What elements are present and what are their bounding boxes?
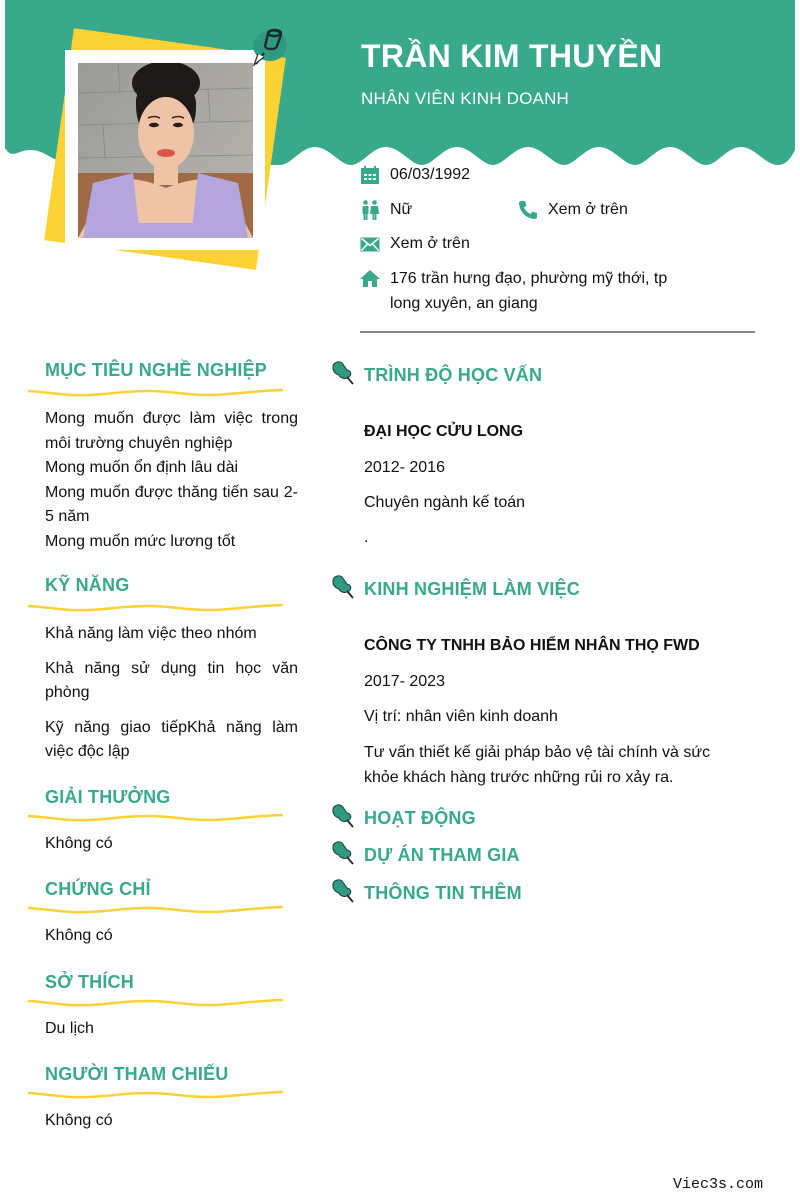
hobbies-value: Du lịch <box>45 1020 94 1037</box>
wavy-underline <box>28 383 283 397</box>
contact-gender <box>360 200 412 222</box>
gender-icon <box>360 200 380 220</box>
experience-position: Vị trí: nhân viên kinh doanh <box>364 708 558 725</box>
section-title: KỸ NĂNG <box>45 575 130 595</box>
education-major: Chuyên ngành kế toán <box>364 494 526 511</box>
address-line-1: 176 trần hưng đạo, phường mỹ thới, tp <box>390 270 668 287</box>
contact-divider <box>360 331 755 333</box>
skill-item: Kỹ năng giao tiếpKhả năng làm việc độc lập <box>45 718 298 760</box>
section-certificates <box>28 879 300 949</box>
section-body <box>45 1109 298 1134</box>
objective-line: Mong muốn được làm việc trong môi trường chuyên nghiệp <box>45 410 298 452</box>
contact-birthdate <box>360 165 470 187</box>
section-references <box>28 1064 300 1134</box>
contact-email <box>360 234 470 256</box>
skill-item: Khả năng làm việc theo nhóm <box>45 625 257 642</box>
job-title: NHÂN VIÊN KINH DOANH <box>361 89 570 108</box>
section-title: DỰ ÁN THAM GIA <box>364 845 520 865</box>
section-career-objective <box>28 360 300 554</box>
email-value: Xem ở trên <box>390 235 470 252</box>
pushpin-icon <box>330 840 356 866</box>
section-additional-info <box>330 883 760 904</box>
pushpin-icon <box>330 803 356 829</box>
contact-address <box>360 269 667 316</box>
skill-item: Khả năng sử dụng tin học văn phòng <box>45 659 298 701</box>
photo-frame <box>65 50 265 250</box>
company-name: CÔNG TY TNHH BẢO HIỂM NHÂN THỌ FWD <box>364 637 700 654</box>
watermark: Viec3s.com <box>673 1176 764 1193</box>
awards-value: Không có <box>45 835 113 852</box>
section-education <box>330 365 760 548</box>
profile-photo <box>78 63 253 238</box>
phone-value: Xem ở trên <box>548 201 628 218</box>
section-body <box>45 924 298 949</box>
section-projects <box>330 845 760 866</box>
section-title: KINH NGHIỆM LÀM VIỆC <box>364 579 581 599</box>
candidate-name: TRẦN KIM THUYỀN <box>361 38 663 74</box>
section-header <box>330 883 760 904</box>
education-period: 2012- 2016 <box>364 459 445 476</box>
section-body <box>45 622 298 765</box>
objective-line: Mong muốn ổn định lâu dài <box>45 459 239 476</box>
birthdate-value: 06/03/1992 <box>390 166 471 183</box>
section-header <box>330 808 760 829</box>
education-details <box>364 422 760 548</box>
certificates-value: Không có <box>45 927 113 944</box>
section-title: TRÌNH ĐỘ HỌC VẤN <box>364 365 543 385</box>
section-title: SỞ THÍCH <box>45 972 134 992</box>
section-awards <box>28 787 300 857</box>
section-hobbies <box>28 972 300 1042</box>
section-activities <box>330 808 760 829</box>
section-header <box>330 845 760 866</box>
section-title: THÔNG TIN THÊM <box>364 883 522 903</box>
section-title: MỤC TIÊU NGHỀ NGHIỆP <box>45 360 268 380</box>
section-header <box>330 365 760 386</box>
section-title: CHỨNG CHỈ <box>45 879 151 899</box>
section-body <box>45 832 298 857</box>
phone-icon <box>518 200 538 220</box>
section-title: NGƯỜI THAM CHIẾU <box>45 1064 229 1084</box>
home-icon <box>360 269 380 289</box>
section-title: HOẠT ĐỘNG <box>364 808 476 828</box>
experience-details <box>364 636 739 790</box>
pushpin-icon <box>330 878 356 904</box>
section-experience <box>330 579 760 790</box>
objective-line: Mong muốn mức lương tốt <box>45 532 236 550</box>
address-line-2: long xuyên, an giang <box>390 295 538 312</box>
references-value: Không có <box>45 1112 113 1129</box>
profile-photo-area <box>0 0 320 290</box>
section-body <box>45 1017 298 1042</box>
gender-value: Nữ <box>390 201 413 218</box>
pushpin-icon <box>330 574 356 600</box>
section-body <box>45 407 298 554</box>
wavy-underline <box>28 902 283 916</box>
school-name: ĐẠI HỌC CỬU LONG <box>364 423 524 440</box>
address-value <box>390 266 667 316</box>
pushpin-icon <box>246 24 294 72</box>
section-title: GIẢI THƯỞNG <box>45 787 171 807</box>
envelope-icon <box>360 234 380 254</box>
objective-line: Mong muốn được thăng tiến sau 2-5 năm <box>45 483 298 525</box>
wavy-underline <box>28 598 283 612</box>
education-note: . <box>364 529 369 546</box>
wavy-underline <box>28 1087 283 1101</box>
wavy-underline <box>28 810 283 824</box>
calendar-icon <box>360 165 380 185</box>
experience-description: Tư vấn thiết kế giải pháp bảo vệ tài chính và sức khỏe khách hàng trước những rủi ro xảy ra. <box>364 744 711 786</box>
section-skills <box>28 575 300 765</box>
wavy-underline <box>28 995 283 1009</box>
pushpin-icon <box>330 360 356 386</box>
section-header <box>330 579 760 600</box>
contact-phone <box>518 200 628 222</box>
experience-period: 2017- 2023 <box>364 673 445 690</box>
